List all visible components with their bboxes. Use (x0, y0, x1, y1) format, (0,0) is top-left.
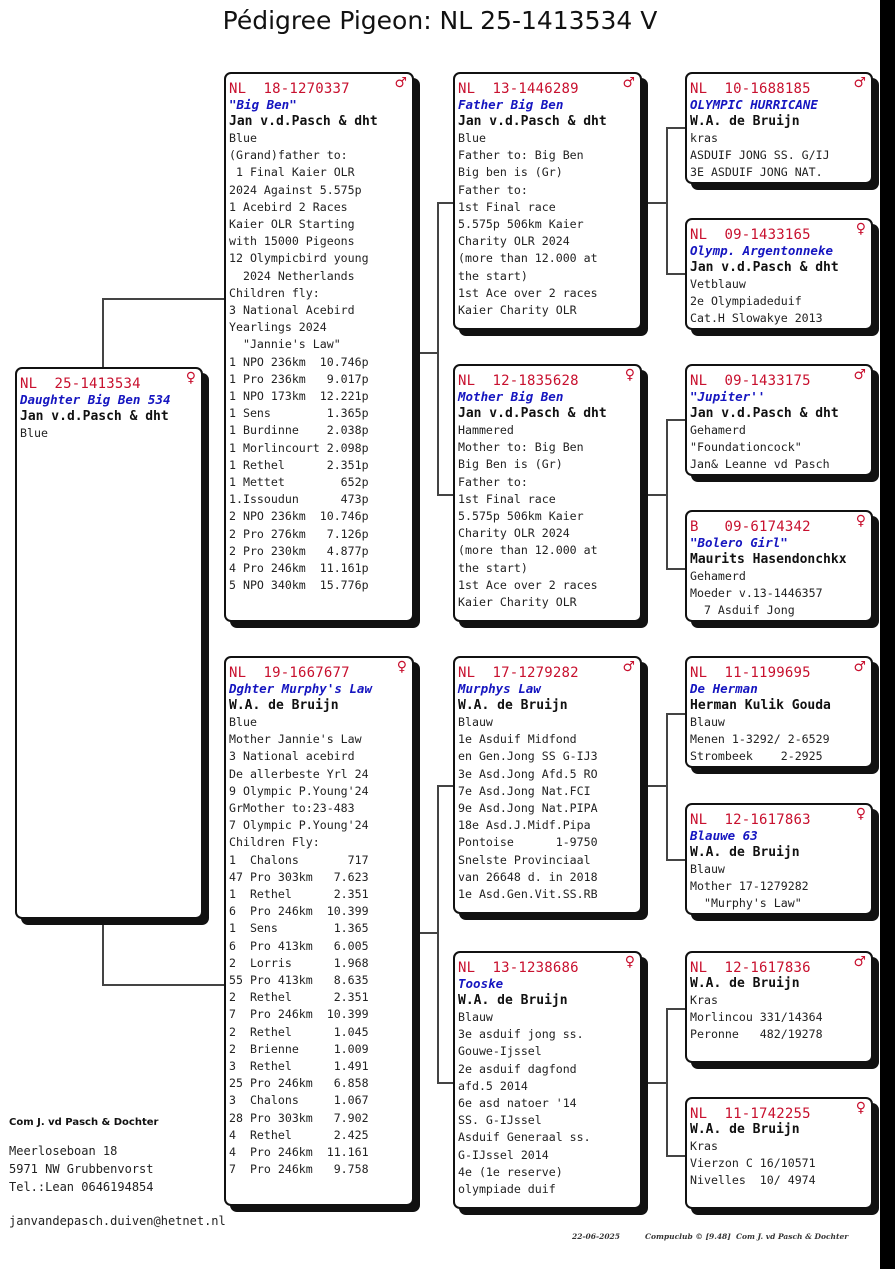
breeder-phone: Tel.:Lean 0646194854 (9, 1180, 154, 1194)
pigeon-name: OLYMPIC HURRICANE (690, 97, 818, 112)
pigeon-name: Tooske (458, 976, 504, 991)
info-line: Gouwe-Ijssel (458, 1044, 542, 1059)
connector-line (414, 932, 438, 934)
info-line: "Jannie's Law" (229, 337, 341, 352)
info-line: Blue (458, 131, 486, 145)
owner-name: Jan v.d.Pasch & dht (458, 406, 607, 421)
info-line: SS. G-IJssel (458, 1113, 542, 1128)
connector-line (642, 494, 667, 496)
card-header (458, 954, 637, 976)
pigeon-name: "Bolero Girl" (690, 535, 788, 550)
info-line: "Foundationcock" (690, 440, 802, 455)
connector-line (414, 352, 438, 354)
info-line: Children Fly: (229, 835, 320, 850)
info-line: Jan& Leanne vd Pasch (690, 457, 830, 472)
info-line: Pontoise 1-9750 (458, 835, 598, 850)
ring-number: NL 11-1199695 (690, 665, 811, 681)
connector-line (666, 127, 668, 274)
info-line: 28 Pro 303km 7.902 (229, 1110, 369, 1125)
ring-number: NL 18-1270337 (229, 81, 350, 97)
connector-line (666, 713, 668, 860)
ring-number: NL 13-1238686 (458, 960, 579, 976)
owner-name: Herman Kulik Gouda (690, 698, 831, 713)
connector-line (666, 1008, 668, 1156)
info-line: 9e Asd.Jong Nat.PIPA (458, 801, 598, 816)
sex-symbol: ♂ (622, 659, 635, 675)
owner-name: W.A. de Bruijn (690, 845, 800, 860)
info-line: 5 NPO 340km 15.776p (229, 578, 369, 593)
software-credit: Compuclub © [9.48] Com J. vd Pasch & Dochter (645, 1232, 849, 1241)
sex-symbol: ♂ (853, 954, 866, 970)
info-line: 1 NPO 236km 10.746p (229, 354, 369, 369)
pigeon-card-sire (224, 72, 414, 622)
breeder-name: Com J. vd Pasch & Dochter (9, 1117, 159, 1128)
ring-number: NL 25-1413534 (20, 376, 141, 392)
info-line: Kaier Charity OLR (458, 595, 577, 610)
card-header (229, 659, 409, 681)
connector-line (102, 984, 225, 986)
pigeon-card-dam (224, 656, 414, 1206)
connector-line (666, 1155, 686, 1157)
owner-name: W.A. de Bruijn (458, 698, 568, 713)
sex-symbol: ♂ (853, 367, 866, 383)
info-line: 3e Asd.Jong Afd.5 RO (458, 766, 598, 781)
sex-symbol: ♀ (396, 659, 407, 675)
info-line: Kaier OLR Starting (229, 217, 355, 232)
connector-line (666, 568, 686, 570)
info-line: Blauw (458, 715, 493, 729)
info-line: 1 Burdinne 2.038p (229, 423, 369, 438)
owner-name: W.A. de Bruijn (690, 1122, 800, 1137)
info-line: G-IJssel 2014 (458, 1147, 549, 1162)
info-line: Vierzon C 16/10571 (690, 1156, 816, 1171)
card-header (690, 954, 868, 976)
info-line: 1 Chalons 717 (229, 852, 369, 867)
connector-line (102, 918, 104, 984)
info-line: GrMother to:23-483 (229, 801, 355, 816)
sex-symbol: ♂ (853, 659, 866, 675)
info-line: 3 National acebird (229, 749, 355, 764)
info-line: Asduif Generaal ss. (458, 1130, 591, 1145)
breeder-email: janvandepasch.duiven@hetnet.nl (9, 1214, 226, 1228)
info-line: 1 NPO 173km 12.221p (229, 389, 369, 404)
owner-name: Maurits Hasendonchkx (690, 552, 847, 567)
connector-line (666, 273, 686, 275)
info-line: kras (690, 131, 718, 145)
owner-name: W.A. de Bruijn (458, 993, 568, 1008)
page-title: Pédigree Pigeon: NL 25-1413534 V (222, 6, 658, 35)
connector-line (437, 1082, 454, 1084)
connector-line (642, 202, 667, 204)
info-line: Blauw (690, 715, 725, 729)
info-line: Blue (229, 715, 257, 729)
info-line: 9 Olympic P.Young'24 (229, 783, 369, 798)
ring-number: NL 17-1279282 (458, 665, 579, 681)
info-line: 2 Brienne 1.009 (229, 1041, 369, 1056)
pigeon-card-ss-sire (685, 72, 873, 184)
pigeon-name: "Jupiter'' (690, 389, 766, 404)
sex-symbol: ♀ (624, 954, 635, 970)
info-line: 2024 Against 5.575p (229, 182, 362, 197)
pigeon-card-sire-sire (453, 72, 642, 330)
card-header (690, 367, 868, 389)
ring-number: NL 10-1688185 (690, 81, 811, 97)
info-line: 7 Pro 246km 10.399 (229, 1007, 369, 1022)
info-line: ASDUIF JONG SS. G/IJ (690, 148, 830, 163)
info-line: Yearlings 2024 (229, 320, 327, 335)
connector-line (437, 494, 454, 496)
connector-line (642, 785, 667, 787)
card-header (690, 75, 868, 97)
card-header (690, 659, 868, 681)
connector-line (437, 202, 454, 204)
pigeon-card-dam-sire (453, 656, 642, 914)
info-line: Blauw (458, 1010, 493, 1024)
info-line: 25 Pro 246km 6.858 (229, 1076, 369, 1091)
info-line: Big ben is (Gr) (458, 165, 563, 180)
info-line: 2e Olympiadeduif (690, 294, 802, 309)
info-line: (Grand)father to: (229, 148, 348, 163)
info-line: 2e asduif dagfond (458, 1061, 577, 1076)
breeder-city: 5971 NW Grubbenvorst (9, 1162, 154, 1176)
info-line: en Gen.Jong SS G-IJ3 (458, 749, 598, 764)
sex-symbol: ♀ (855, 1100, 866, 1116)
pigeon-card-main (15, 367, 203, 919)
pigeon-card-sire-dam (453, 364, 642, 622)
info-line: 5.575p 506km Kaier (458, 509, 584, 524)
info-line: Strombeek 2-2925 (690, 749, 823, 764)
info-line: olympiade duif (458, 1182, 556, 1197)
info-line: 1 Pro 236km 9.017p (229, 371, 369, 386)
info-line: Father to: (458, 182, 528, 197)
pigeon-card-ss-dam (685, 218, 873, 330)
owner-name: W.A. de Bruijn (690, 114, 800, 129)
card-header (229, 75, 409, 97)
connector-line (666, 419, 668, 569)
connector-line (437, 785, 454, 787)
info-line: Charity OLR 2024 (458, 526, 570, 541)
sex-symbol: ♀ (185, 370, 196, 386)
connector-line (666, 713, 686, 715)
sex-symbol: ♂ (622, 75, 635, 91)
info-line: De allerbeste Yrl 24 (229, 766, 369, 781)
info-line: Gehamerd (690, 569, 746, 583)
info-line: Father to: (458, 474, 528, 489)
pigeon-card-ds-sire (685, 656, 873, 768)
card-header (690, 221, 868, 243)
connector-line (437, 785, 439, 1083)
info-line: the start) (458, 268, 528, 283)
sex-symbol: ♂ (853, 75, 866, 91)
connector-line (102, 298, 225, 300)
info-line: van 26648 d. in 2018 (458, 869, 598, 884)
pigeon-card-dam-dam (453, 951, 642, 1209)
info-line: 3 Chalons 1.067 (229, 1093, 369, 1108)
info-line: 4 Pro 246km 11.161p (229, 561, 369, 576)
info-line: 3e asduif jong ss. (458, 1027, 584, 1042)
connector-line (102, 298, 104, 368)
ring-number: NL 12-1617863 (690, 812, 811, 828)
info-line: 4 Pro 246km 11.161 (229, 1145, 369, 1160)
info-line: 1.Issoudun 473p (229, 492, 369, 507)
info-line: 7 Olympic P.Young'24 (229, 818, 369, 833)
info-line: 1e Asduif Midfond (458, 732, 577, 747)
info-line: 55 Pro 413km 8.635 (229, 973, 369, 988)
pigeon-name: "Big Ben" (229, 97, 297, 112)
card-header (458, 367, 637, 389)
pigeon-name: Dghter Murphy's Law (229, 681, 372, 696)
info-line: 6e asd natoer '14 (458, 1096, 577, 1111)
breeder-street: Meerloseboan 18 (9, 1144, 118, 1158)
info-line: Blue (229, 131, 257, 145)
ring-number: NL 09-1433175 (690, 373, 811, 389)
owner-name: Jan v.d.Pasch & dht (229, 114, 378, 129)
info-line: 1 Final Kaier OLR (229, 165, 355, 180)
sex-symbol: ♀ (624, 367, 635, 383)
pigeon-card-dd-dam (685, 1097, 873, 1209)
owner-name: W.A. de Bruijn (690, 976, 800, 991)
info-line: Menen 1-3292/ 2-6529 (690, 732, 830, 747)
info-line: 3 National Acebird (229, 303, 355, 318)
info-line: 4 Rethel 2.425 (229, 1127, 369, 1142)
info-line: Mother 17-1279282 (690, 879, 809, 894)
pigeon-name: Father Big Ben (458, 97, 564, 112)
info-line: 7 Asduif Jong (690, 603, 795, 618)
sex-symbol: ♂ (394, 75, 407, 91)
info-line: 4e (1e reserve) (458, 1164, 563, 1179)
ring-number: NL 19-1667677 (229, 665, 350, 681)
pigeon-card-ds-dam (685, 803, 873, 915)
info-line: 3E ASDUIF JONG NAT. (690, 165, 823, 180)
info-line: 1 Rethel 2.351 (229, 887, 369, 902)
info-line: 5.575p 506km Kaier (458, 217, 584, 232)
info-line: Gehamerd (690, 423, 746, 437)
info-line: Nivelles 10/ 4974 (690, 1173, 816, 1188)
ring-number: NL 11-1742255 (690, 1106, 811, 1122)
sex-symbol: ♀ (855, 221, 866, 237)
info-line: Vetblauw (690, 277, 746, 291)
info-line: 1 Acebird 2 Races (229, 199, 348, 214)
info-line: Mother Jannie's Law (229, 732, 362, 747)
info-line: 3 Rethel 1.491 (229, 1059, 369, 1074)
connector-line (437, 202, 439, 495)
owner-name: W.A. de Bruijn (229, 698, 339, 713)
pigeon-card-dd-sire (685, 951, 873, 1063)
info-line: 1 Sens 1.365 (229, 921, 369, 936)
info-line: Mother to: Big Ben (458, 440, 584, 455)
pigeon-name: De Herman (690, 681, 758, 696)
info-line: Kaier Charity OLR (458, 303, 577, 318)
info-line: Blue (20, 426, 48, 440)
info-line: 1st Final race (458, 199, 556, 214)
owner-name: Jan v.d.Pasch & dht (690, 260, 839, 275)
sex-symbol: ♀ (855, 806, 866, 822)
info-line: 2 Pro 276km 7.126p (229, 526, 369, 541)
card-header (690, 513, 868, 535)
info-line: 2 Pro 230km 4.877p (229, 543, 369, 558)
info-line: the start) (458, 560, 528, 575)
info-line: Father to: Big Ben (458, 148, 584, 163)
owner-name: Jan v.d.Pasch & dht (690, 406, 839, 421)
ring-number: NL 12-1835628 (458, 373, 579, 389)
info-line: 2 Rethel 1.045 (229, 1024, 369, 1039)
info-line: 1 Mettet 652p (229, 475, 369, 490)
card-header (20, 370, 198, 392)
card-header (690, 1100, 868, 1122)
info-line: Cat.H Slowakye 2013 (690, 311, 823, 326)
info-line: 2 NPO 236km 10.746p (229, 509, 369, 524)
info-line: Kras (690, 1139, 718, 1153)
info-line: 1e Asd.Gen.Vit.SS.RB (458, 887, 598, 902)
ring-number: NL 13-1446289 (458, 81, 579, 97)
ring-number: B 09-6174342 (690, 519, 811, 535)
info-line: 1 Sens 1.365p (229, 406, 369, 421)
info-line: afd.5 2014 (458, 1078, 528, 1093)
connector-line (666, 859, 686, 861)
connector-line (666, 1008, 686, 1010)
pigeon-card-sd-sire (685, 364, 873, 476)
pigeon-name: Murphys Law (458, 681, 541, 696)
info-line: Moeder v.13-1446357 (690, 586, 823, 601)
pigeon-name: Blauwe 63 (690, 828, 758, 843)
info-line: (more than 12.000 at (458, 543, 598, 558)
info-line: Morlincou 331/14364 (690, 1010, 823, 1025)
connector-line (642, 1082, 667, 1084)
info-line: 1st Ace over 2 races (458, 285, 598, 300)
info-line: 1st Ace over 2 races (458, 577, 598, 592)
info-line: Snelste Provinciaal (458, 852, 591, 867)
pigeon-name: Olymp. Argentonneke (690, 243, 833, 258)
connector-line (666, 127, 686, 129)
ring-number: NL 12-1617836 (690, 960, 811, 976)
info-line: (more than 12.000 at (458, 251, 598, 266)
info-line: 12 Olympicbird young (229, 251, 369, 266)
info-line: with 15000 Pigeons (229, 234, 355, 249)
info-line: Children fly: (229, 285, 320, 300)
info-line: 7 Pro 246km 9.758 (229, 1162, 369, 1177)
ring-number: NL 09-1433165 (690, 227, 811, 243)
info-line: Big Ben is (Gr) (458, 457, 563, 472)
card-header (690, 806, 868, 828)
info-line: "Murphy's Law" (690, 896, 802, 911)
info-line: 7e Asd.Jong Nat.FCI (458, 783, 591, 798)
sex-symbol: ♀ (855, 513, 866, 529)
info-line: 6 Pro 413km 6.005 (229, 938, 369, 953)
card-header (458, 75, 637, 97)
info-line: 1 Rethel 2.351p (229, 457, 369, 472)
info-line: 2 Lorris 1.968 (229, 955, 369, 970)
info-line: 18e Asd.J.Midf.Pipa (458, 818, 591, 833)
info-line: 2 Rethel 2.351 (229, 990, 369, 1005)
owner-name: Jan v.d.Pasch & dht (20, 409, 169, 424)
info-line: 1st Final race (458, 491, 556, 506)
info-line: Blauw (690, 862, 725, 876)
pigeon-name: Daughter Big Ben 534 (20, 392, 171, 407)
info-line: Kras (690, 993, 718, 1007)
owner-name: Jan v.d.Pasch & dht (458, 114, 607, 129)
info-line: Hammered (458, 423, 514, 437)
pigeon-name: Mother Big Ben (458, 389, 564, 404)
info-line: 47 Pro 303km 7.623 (229, 869, 369, 884)
info-line: 2024 Netherlands (229, 268, 355, 283)
pigeon-card-sd-dam (685, 510, 873, 622)
info-line: 1 Morlincourt 2.098p (229, 440, 369, 455)
info-line: 6 Pro 246km 10.399 (229, 904, 369, 919)
card-header (458, 659, 637, 681)
info-line: Peronne 482/19278 (690, 1027, 823, 1042)
print-date: 22-06-2025 (572, 1232, 620, 1241)
connector-line (666, 419, 686, 421)
info-line: Charity OLR 2024 (458, 234, 570, 249)
